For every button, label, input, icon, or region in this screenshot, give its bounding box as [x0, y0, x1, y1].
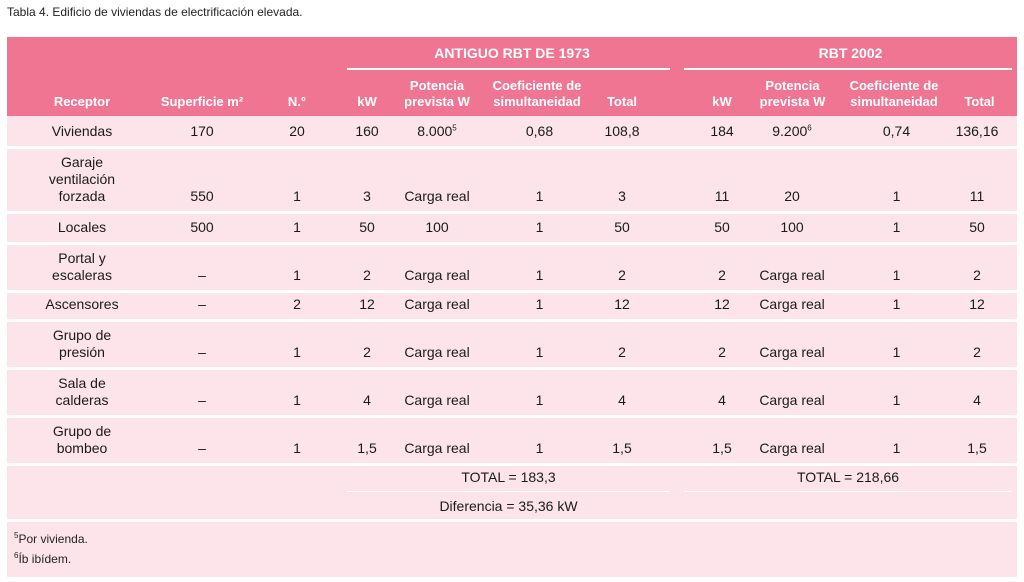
cell-value: 50 — [614, 219, 630, 235]
cell-pot1 — [392, 440, 482, 457]
cell-value: 1 — [293, 440, 301, 456]
group-title-old: ANTIGUO RBT DE 1973 — [434, 45, 590, 61]
cell-value: 1,5 — [357, 440, 377, 456]
cell-value: 3 — [618, 188, 626, 204]
cell-kw2 — [702, 219, 742, 236]
total-old: TOTAL = 183,3 — [461, 469, 556, 485]
cell-value: 4 — [618, 392, 626, 408]
cell-coef2 — [849, 219, 944, 236]
cell-tot1 — [597, 296, 647, 313]
cell-value: 8.000 — [417, 123, 453, 139]
table-row — [7, 149, 1017, 211]
cell-pot2 — [747, 123, 837, 140]
footnote-2 — [14, 551, 71, 566]
cell-value: 1 — [293, 267, 301, 283]
cell-kw2 — [702, 440, 742, 457]
cell-value: 12 — [359, 296, 375, 312]
header-n: N.° — [287, 94, 307, 109]
cell-value: 1 — [535, 296, 544, 312]
cell-tot1 — [597, 344, 647, 361]
cell-coef1 — [492, 219, 587, 236]
cell-value: 1 — [535, 219, 544, 235]
cell-n — [272, 344, 322, 361]
cell-value: 20 — [289, 123, 305, 139]
cell-value: 2 — [618, 344, 626, 360]
cell-value: Carga real — [759, 392, 825, 408]
cell-value: Carga real — [404, 440, 470, 456]
cell-value: – — [198, 267, 206, 283]
header-coef-new-line1: Coeficiente de — [849, 78, 939, 93]
cell-value: Carga real — [404, 188, 470, 204]
cell-coef1 — [492, 344, 587, 361]
cell-tot2 — [947, 392, 1007, 409]
table-row — [7, 418, 1017, 463]
cell-n — [272, 188, 322, 205]
receptor-cell — [27, 123, 137, 140]
cell-tot2 — [947, 267, 1007, 284]
cell-coef2 — [849, 344, 944, 361]
cell-pot2 — [747, 344, 837, 361]
cell-value: – — [198, 296, 206, 312]
cell-value: 11 — [969, 188, 985, 204]
header-potencia-old — [397, 78, 477, 110]
cell-kw2 — [702, 123, 742, 140]
cell-value: 12 — [614, 296, 630, 312]
receptor-line: Grupo de — [52, 423, 112, 439]
group-title-new: RBT 2002 — [818, 45, 883, 61]
receptor-cell — [27, 219, 137, 236]
footnote-mark: 6 — [807, 123, 812, 133]
cell-pot2 — [747, 267, 837, 284]
footnote-1-mark: 5 — [14, 531, 19, 540]
cell-sup — [147, 267, 257, 284]
receptor-line: ventilación — [48, 171, 116, 187]
cell-coef1 — [492, 440, 587, 457]
cell-tot2 — [947, 440, 1007, 457]
total-rule-new — [684, 491, 1012, 492]
cell-kw1 — [347, 392, 387, 409]
footnote-2-text: Íb ibídem. — [18, 552, 72, 566]
cell-value: 1 — [892, 344, 901, 360]
header-coef-old-line1: Coeficiente de — [492, 78, 582, 93]
header-kw-old: kW — [357, 94, 377, 109]
header-potencia-new-line1: Potencia — [765, 78, 820, 93]
cell-tot1 — [597, 267, 647, 284]
cell-value: 100 — [425, 219, 449, 235]
cell-coef2 — [849, 123, 944, 140]
header-total-old: Total — [606, 94, 638, 109]
cell-tot1 — [597, 188, 647, 205]
cell-pot2 — [747, 392, 837, 409]
cell-value: 1 — [293, 392, 301, 408]
table-row — [7, 322, 1017, 367]
cell-pot2 — [747, 219, 837, 236]
receptor-line: bombeo — [56, 440, 108, 456]
cell-value: 108,8 — [604, 123, 640, 139]
receptor-cell — [27, 154, 137, 205]
cell-coef2 — [849, 440, 944, 457]
header-total-new: Total — [964, 94, 995, 109]
cell-tot1 — [597, 392, 647, 409]
cell-n — [272, 219, 322, 236]
cell-kw1 — [347, 188, 387, 205]
data-table — [7, 37, 1017, 577]
cell-value: 1 — [535, 344, 544, 360]
cell-value: 2 — [363, 267, 371, 283]
cell-value: 2 — [973, 344, 981, 360]
cell-kw2 — [702, 344, 742, 361]
cell-coef1 — [492, 392, 587, 409]
cell-value: Carga real — [404, 296, 470, 312]
header-potencia-old-line1: Potencia — [409, 78, 465, 93]
cell-coef2 — [849, 188, 944, 205]
cell-value: Carga real — [759, 296, 825, 312]
cell-n — [272, 392, 322, 409]
cell-tot1 — [597, 123, 647, 140]
receptor-line: Grupo de — [52, 327, 112, 343]
difference-label: Diferencia = 35,36 kW — [439, 498, 578, 514]
cell-value: 1,5 — [612, 440, 632, 456]
cell-tot1 — [597, 219, 647, 236]
header-coef-old — [482, 78, 592, 110]
cell-value: 1 — [293, 344, 301, 360]
header-potencia-new-line2: prevista W — [759, 94, 826, 109]
cell-tot1 — [597, 440, 647, 457]
table-row — [7, 293, 1017, 319]
receptor-cell — [27, 327, 137, 361]
receptor-line: presión — [59, 344, 105, 360]
cell-n — [272, 267, 322, 284]
cell-value: 1,5 — [712, 440, 732, 456]
cell-pot2 — [747, 296, 837, 313]
cell-coef1 — [492, 123, 587, 140]
cell-sup — [147, 188, 257, 205]
cell-value: 1 — [892, 188, 901, 204]
header-superficie: Superficie m² — [160, 94, 244, 109]
cell-value: 12 — [714, 296, 730, 312]
cell-value: 1 — [892, 296, 901, 312]
cell-pot1 — [392, 123, 482, 140]
cell-n — [272, 296, 322, 313]
cell-kw2 — [702, 296, 742, 313]
cell-kw1 — [347, 344, 387, 361]
table-header — [7, 37, 1017, 116]
cell-kw1 — [347, 267, 387, 284]
row-separator — [7, 463, 1017, 466]
row-separator — [7, 519, 1017, 522]
footnote-1 — [14, 531, 88, 546]
cell-pot2 — [747, 188, 837, 205]
cell-value: 1 — [892, 440, 901, 456]
receptor-line: escaleras — [52, 267, 112, 283]
cell-value: 2 — [718, 267, 726, 283]
receptor-line: Viviendas — [51, 123, 113, 139]
cell-value: 4 — [718, 392, 726, 408]
cell-pot1 — [392, 188, 482, 205]
footnote-2-mark: 6 — [14, 551, 19, 560]
cell-coef2 — [849, 296, 944, 313]
header-coef-new — [839, 78, 949, 110]
cell-value: 3 — [363, 188, 371, 204]
table-row — [7, 245, 1017, 290]
cell-coef2 — [849, 392, 944, 409]
cell-sup — [147, 392, 257, 409]
cell-value: 550 — [190, 188, 214, 204]
header-receptor: Receptor — [53, 94, 111, 109]
total-new: TOTAL = 218,66 — [796, 469, 900, 485]
receptor-line: Ascensores — [45, 296, 119, 312]
cell-pot2 — [747, 440, 837, 457]
cell-tot2 — [947, 344, 1007, 361]
cell-value: 1 — [535, 188, 544, 204]
group-rule-new — [684, 68, 1012, 70]
cell-value: 2 — [618, 267, 626, 283]
cell-value: 1 — [892, 392, 901, 408]
cell-value: 170 — [190, 123, 214, 139]
cell-pot1 — [392, 296, 482, 313]
cell-value: Carga real — [759, 440, 825, 456]
receptor-line: forzada — [58, 188, 106, 204]
cell-value: 2 — [363, 344, 371, 360]
cell-value: 160 — [355, 123, 379, 139]
cell-pot1 — [392, 344, 482, 361]
cell-value: 1 — [535, 392, 544, 408]
receptor-cell — [27, 423, 137, 457]
cell-value: 1 — [293, 188, 301, 204]
cell-value: – — [198, 344, 206, 360]
cell-value: 0,74 — [882, 123, 911, 139]
cell-value: 2 — [293, 296, 301, 312]
cell-tot2 — [947, 296, 1007, 313]
cell-value: 1 — [535, 267, 544, 283]
cell-value: 9.200 — [772, 123, 808, 139]
cell-value: Carga real — [759, 267, 825, 283]
table-row — [7, 116, 1017, 146]
cell-kw2 — [702, 392, 742, 409]
cell-value: 4 — [973, 392, 981, 408]
cell-pot1 — [392, 219, 482, 236]
receptor-line: Locales — [57, 219, 107, 235]
receptor-line: Garaje — [60, 154, 104, 170]
receptor-cell — [27, 250, 137, 284]
cell-value: 184 — [710, 123, 734, 139]
cell-tot2 — [947, 123, 1007, 140]
cell-kw1 — [347, 440, 387, 457]
cell-value: Carga real — [404, 344, 470, 360]
cell-coef1 — [492, 188, 587, 205]
cell-value: Carga real — [404, 392, 470, 408]
cell-sup — [147, 219, 257, 236]
header-kw-new: kW — [712, 94, 732, 109]
cell-n — [272, 123, 322, 140]
cell-kw2 — [702, 188, 742, 205]
cell-sup — [147, 296, 257, 313]
cell-value: – — [198, 440, 206, 456]
cell-value: 2 — [718, 344, 726, 360]
footnote-1-text: Por vivienda. — [18, 532, 88, 546]
header-coef-old-line2: simultaneidad — [493, 94, 581, 109]
header-potencia-new — [750, 78, 835, 110]
cell-n — [272, 440, 322, 457]
cell-coef1 — [492, 267, 587, 284]
cell-value: 11 — [714, 188, 730, 204]
total-rule-old — [347, 491, 670, 492]
cell-coef2 — [849, 267, 944, 284]
cell-value: 1 — [892, 267, 901, 283]
cell-value: 50 — [359, 219, 375, 235]
cell-value: 1,5 — [967, 440, 987, 456]
table-caption: Tabla 4. Edificio de viviendas de electrificación elevada. — [7, 5, 303, 19]
cell-sup — [147, 344, 257, 361]
cell-value: 1 — [293, 219, 301, 235]
receptor-line: calderas — [55, 392, 109, 408]
table-row — [7, 214, 1017, 242]
cell-value: 50 — [714, 219, 730, 235]
cell-kw2 — [702, 267, 742, 284]
cell-kw1 — [347, 296, 387, 313]
group-rule-old — [347, 68, 670, 70]
cell-value: 50 — [969, 219, 985, 235]
receptor-line: Sala de — [58, 375, 106, 391]
cell-value: Carga real — [759, 344, 825, 360]
cell-value: 1 — [535, 440, 544, 456]
cell-kw1 — [347, 219, 387, 236]
table-row — [7, 370, 1017, 415]
cell-value: 4 — [363, 392, 371, 408]
cell-pot1 — [392, 392, 482, 409]
cell-value: 500 — [190, 219, 214, 235]
header-coef-new-line2: simultaneidad — [850, 94, 938, 109]
cell-sup — [147, 440, 257, 457]
cell-value: 2 — [973, 267, 981, 283]
cell-value: 0,68 — [525, 123, 554, 139]
cell-value: 136,16 — [955, 123, 999, 139]
cell-value: Carga real — [404, 267, 470, 283]
header-potencia-old-line2: prevista W — [404, 94, 470, 109]
receptor-cell — [27, 296, 137, 313]
cell-tot2 — [947, 188, 1007, 205]
cell-value: 100 — [780, 219, 804, 235]
cell-tot2 — [947, 219, 1007, 236]
cell-value: 12 — [969, 296, 985, 312]
cell-value: – — [198, 392, 206, 408]
cell-sup — [147, 123, 257, 140]
cell-pot1 — [392, 267, 482, 284]
footnote-mark: 5 — [452, 123, 457, 133]
receptor-cell — [27, 375, 137, 409]
cell-value: 1 — [892, 219, 901, 235]
cell-kw1 — [347, 123, 387, 140]
cell-value: 20 — [784, 188, 800, 204]
cell-coef1 — [492, 296, 587, 313]
receptor-line: Portal y — [58, 250, 106, 266]
